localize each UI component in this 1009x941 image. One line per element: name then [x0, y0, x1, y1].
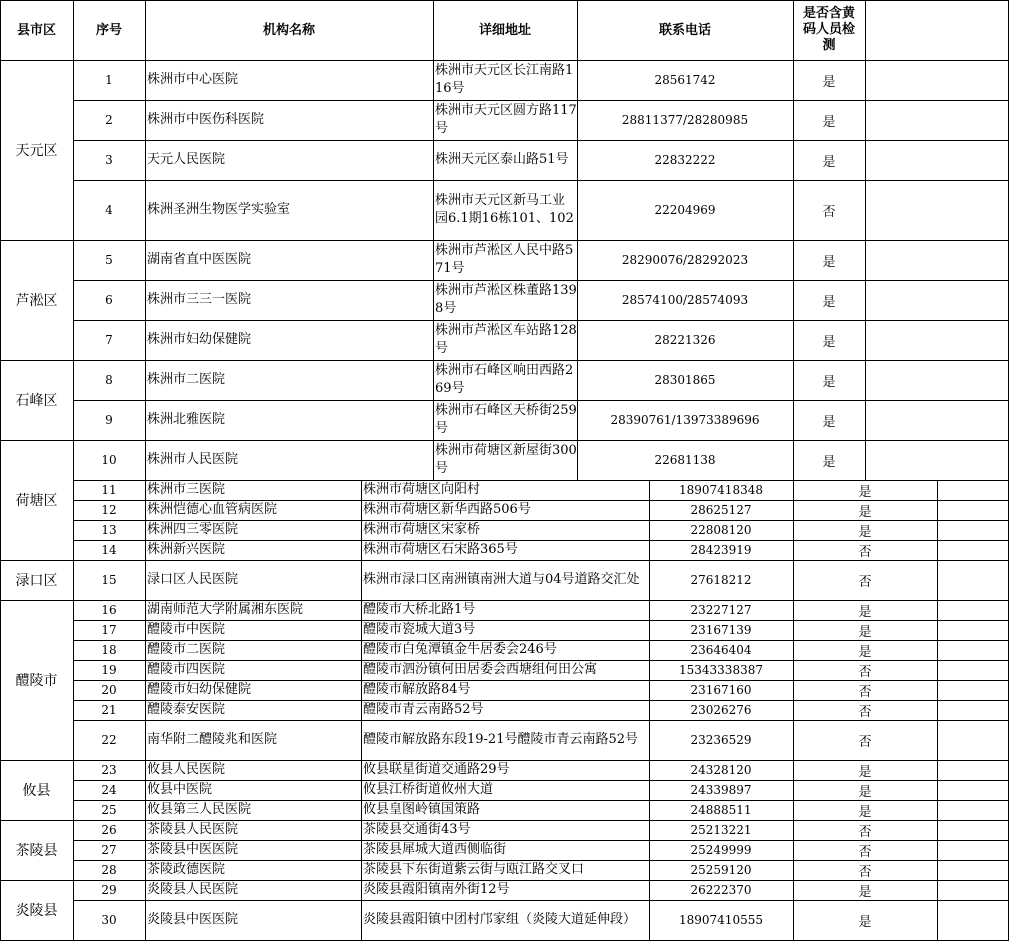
row-seq: 30: [101, 913, 117, 927]
row-empty-cell: [865, 280, 1009, 320]
row-seq: 9: [105, 413, 113, 427]
row-institution-name: 醴陵市四医院: [147, 662, 226, 677]
row-empty-cell: [937, 620, 1009, 640]
grid-line: [73, 680, 1009, 681]
row-yellow-code-testing: 否: [858, 574, 872, 590]
row-address: 株洲市芦淞区人民中路571号: [435, 243, 574, 276]
district-cell: 芦淞区: [15, 293, 58, 309]
row-phone: 23646404: [690, 643, 752, 657]
row-phone: 28561742: [654, 73, 716, 87]
row-phone: 25259120: [690, 863, 752, 877]
row-address: 株洲市天元区长江南路116号: [435, 63, 574, 96]
row-empty-cell: [865, 440, 1009, 480]
grid-line: [793, 480, 794, 941]
row-empty-cell: [937, 600, 1009, 620]
row-address: 炎陵县霞阳镇中团村邝家组（炎陵大道延伸段）: [363, 912, 637, 927]
row-address: 株洲市荷塘区石宋路365号: [363, 542, 518, 557]
grid-line: [73, 540, 1009, 541]
grid-line: [0, 0, 1, 941]
grid-line: [73, 720, 1009, 721]
row-phone: 18907418348: [679, 483, 763, 497]
district-cell: 石峰区: [15, 393, 58, 409]
row-empty-cell: [937, 800, 1009, 820]
row-phone: 23227127: [690, 603, 752, 617]
row-phone: 22681138: [654, 453, 716, 467]
grid-line: [361, 480, 362, 941]
row-empty-cell: [865, 180, 1009, 240]
row-yellow-code-testing: 是: [858, 484, 872, 500]
row-seq: 14: [101, 543, 117, 557]
row-yellow-code-testing: 是: [822, 254, 836, 270]
district-cell: 荷塘区: [15, 493, 58, 509]
row-phone: 25249999: [690, 843, 752, 857]
row-seq: 28: [101, 863, 117, 877]
row-seq: 11: [101, 483, 117, 497]
grid-line: [0, 760, 1009, 761]
row-yellow-code-testing: 是: [858, 624, 872, 640]
grid-line: [0, 360, 1009, 361]
grid-line: [0, 440, 1009, 441]
row-institution-name: 株洲圣洲生物医学实验室: [147, 202, 291, 217]
grid-line: [0, 880, 1009, 881]
row-seq: 26: [101, 823, 117, 837]
row-address: 茶陵县下东街道紫云街与瓯江路交叉口: [363, 862, 585, 877]
row-phone: 27618212: [690, 573, 752, 587]
row-address: 醴陵市白兔潭镇金牛居委会246号: [363, 642, 557, 657]
row-institution-name: 湖南省直中医医院: [147, 252, 252, 267]
row-seq: 18: [101, 643, 117, 657]
row-address: 株洲市芦淞区车站路128号: [435, 323, 577, 356]
header-phone: 联系电话: [658, 22, 711, 38]
row-institution-name: 株洲市中医伤科医院: [147, 112, 265, 127]
row-institution-name: 醴陵市妇幼保健院: [147, 682, 252, 697]
row-empty-cell: [865, 100, 1009, 140]
row-institution-name: 醴陵市中医院: [147, 622, 226, 637]
grid-line: [73, 640, 1009, 641]
row-seq: 3: [105, 153, 113, 167]
row-phone: 28290076/28292023: [621, 253, 749, 267]
row-seq: 12: [101, 503, 117, 517]
row-institution-name: 茶陵政德医院: [147, 862, 226, 877]
header-name: 机构名称: [262, 22, 315, 38]
row-institution-name: 株洲四三零医院: [147, 522, 239, 537]
row-yellow-code-testing: 是: [822, 454, 836, 470]
row-address: 醴陵市大桥北路1号: [363, 602, 476, 617]
row-address: 炎陵县霞阳镇南外街12号: [363, 882, 510, 897]
row-phone: 28574100/28574093: [621, 293, 749, 307]
row-address: 醴陵市青云南路52号: [363, 702, 484, 717]
row-address: 醴陵市解放路东段19-21号醴陵市青云南路52号: [363, 732, 639, 747]
district-cell: 茶陵县: [15, 843, 58, 859]
grid-line: [73, 520, 1009, 521]
row-yellow-code-testing: 是: [858, 804, 872, 820]
row-yellow-code-testing: 否: [858, 824, 872, 840]
row-address: 醴陵市解放路84号: [363, 682, 471, 697]
row-seq: 1: [105, 73, 113, 87]
grid-line: [73, 840, 1009, 841]
header-address: 详细地址: [478, 22, 531, 38]
row-yellow-code-testing: 否: [858, 734, 872, 750]
row-yellow-code-testing: 是: [858, 604, 872, 620]
row-seq: 13: [101, 523, 117, 537]
row-yellow-code-testing: 是: [858, 644, 872, 660]
grid-line: [73, 280, 1009, 281]
row-institution-name: 南华附二醴陵兆和医院: [147, 732, 278, 747]
row-phone: 22832222: [654, 153, 716, 167]
row-address: 茶陵县交通街43号: [363, 822, 471, 837]
row-seq: 15: [101, 573, 117, 587]
row-institution-name: 醴陵泰安医院: [147, 702, 226, 717]
grid-line: [73, 100, 1009, 101]
row-address: 株洲天元区泰山路51号: [435, 152, 569, 167]
row-empty-cell: [937, 660, 1009, 680]
district-cell: 天元区: [15, 143, 58, 159]
row-empty-cell: [937, 700, 1009, 720]
row-empty-cell: [865, 240, 1009, 280]
header-seq: 序号: [95, 22, 122, 38]
row-phone: 23167139: [690, 623, 752, 637]
row-address: 株洲市芦淞区株董路1398号: [435, 283, 577, 316]
grid-line: [0, 820, 1009, 821]
row-address: 攸县皇图岭镇国策路: [363, 802, 481, 817]
row-phone: 24888511: [690, 803, 752, 817]
row-empty-cell: [937, 640, 1009, 660]
row-yellow-code-testing: 是: [858, 884, 872, 900]
row-empty-cell: [865, 400, 1009, 440]
row-address: 株洲市荷塘区宋家桥: [363, 522, 481, 537]
row-address: 攸县联星街道交通路29号: [363, 762, 510, 777]
row-institution-name: 株洲市三医院: [147, 482, 226, 497]
row-phone: 28301865: [654, 373, 716, 387]
row-institution-name: 湖南师范大学附属湘东医院: [147, 602, 304, 617]
row-phone: 23167160: [690, 683, 752, 697]
row-empty-cell: [937, 900, 1009, 940]
row-yellow-code-testing: 否: [822, 204, 836, 220]
row-address: 株洲市天元区新马工业园6.1期16栋101、102: [435, 193, 574, 226]
grid-line: [73, 860, 1009, 861]
row-yellow-code-testing: 是: [822, 294, 836, 310]
row-seq: 19: [101, 663, 117, 677]
row-phone: 18907410555: [679, 913, 763, 927]
row-yellow-code-testing: 否: [858, 704, 872, 720]
grid-line: [73, 480, 1009, 481]
row-phone: 22204969: [654, 203, 716, 217]
row-seq: 23: [101, 763, 117, 777]
row-address: 攸县江桥街道攸州大道: [363, 782, 494, 797]
row-seq: 17: [101, 623, 117, 637]
row-institution-name: 攸县人民医院: [147, 762, 226, 777]
row-yellow-code-testing: 否: [858, 684, 872, 700]
row-empty-cell: [937, 560, 1009, 600]
row-institution-name: 株洲新兴医院: [147, 542, 226, 557]
row-address: 株洲市荷塘区向阳村: [363, 482, 481, 497]
row-yellow-code-testing: 否: [858, 664, 872, 680]
grid-line: [0, 560, 1009, 561]
row-seq: 27: [101, 843, 117, 857]
row-seq: 5: [105, 253, 113, 267]
district-cell: 攸县: [22, 783, 51, 799]
grid-line: [0, 600, 1009, 601]
row-empty-cell: [937, 540, 1009, 560]
grid-line: [0, 60, 1009, 61]
row-address: 株洲市石峰区天桥街259号: [435, 403, 577, 436]
row-yellow-code-testing: 是: [822, 114, 836, 130]
grid-line: [73, 480, 74, 941]
row-empty-cell: [937, 520, 1009, 540]
row-yellow-code-testing: 是: [858, 504, 872, 520]
row-phone: 22808120: [690, 523, 752, 537]
row-institution-name: 株洲市中心医院: [147, 72, 239, 87]
row-institution-name: 株洲市妇幼保健院: [147, 332, 252, 347]
grid-line: [73, 660, 1009, 661]
grid-line: [73, 140, 1009, 141]
row-yellow-code-testing: 是: [858, 764, 872, 780]
row-address: 株洲市天元区圆方路117号: [435, 103, 577, 136]
row-empty-cell: [937, 880, 1009, 900]
row-empty-cell: [865, 320, 1009, 360]
row-institution-name: 茶陵县人民医院: [147, 822, 239, 837]
row-address: 醴陵市泗汾镇何田居委会西塘组何田公寓: [363, 662, 598, 677]
row-empty-cell: [937, 500, 1009, 520]
grid-line: [73, 780, 1009, 781]
row-seq: 10: [101, 453, 117, 467]
row-address: 株洲市荷塘区新华西路506号: [363, 502, 531, 517]
row-institution-name: 天元人民医院: [147, 152, 226, 167]
row-phone: 26222370: [690, 883, 752, 897]
row-empty-cell: [865, 360, 1009, 400]
grid-line: [73, 620, 1009, 621]
row-institution-name: 株洲市人民医院: [147, 452, 239, 467]
row-yellow-code-testing: 是: [858, 524, 872, 540]
grid-line: [73, 180, 1009, 181]
row-phone: 24328120: [690, 763, 752, 777]
row-institution-name: 渌口区人民医院: [147, 572, 239, 587]
district-cell: 醴陵市: [15, 673, 58, 689]
row-seq: 22: [101, 733, 117, 747]
row-seq: 20: [101, 683, 117, 697]
row-institution-name: 茶陵县中医医院: [147, 842, 239, 857]
row-institution-name: 攸县中医院: [147, 782, 213, 797]
row-address: 醴陵市瓷城大道3号: [363, 622, 476, 637]
row-institution-name: 攸县第三人民医院: [147, 802, 252, 817]
row-institution-name: 株洲北雅医院: [147, 412, 226, 427]
district-cell: 炎陵县: [15, 903, 58, 919]
grid-line: [937, 480, 938, 941]
grid-line: [73, 500, 1009, 501]
row-yellow-code-testing: 是: [822, 74, 836, 90]
row-empty-cell: [937, 840, 1009, 860]
row-empty-cell: [865, 60, 1009, 100]
grid-line: [145, 480, 146, 941]
row-institution-name: 株洲市三三一医院: [147, 292, 252, 307]
row-phone: 28625127: [690, 503, 752, 517]
grid-line: [649, 480, 650, 941]
grid-line: [73, 320, 1009, 321]
row-address: 茶陵县犀城大道西侧临街: [363, 842, 507, 857]
district-cell: 渌口区: [15, 573, 58, 589]
row-seq: 29: [101, 883, 117, 897]
grid-line: [73, 800, 1009, 801]
row-institution-name: 炎陵县人民医院: [147, 882, 239, 897]
row-yellow-code-testing: 是: [822, 374, 836, 390]
row-phone: 24339897: [690, 783, 752, 797]
grid-line: [73, 400, 1009, 401]
row-empty-cell: [937, 760, 1009, 780]
row-yellow-code-testing: 是: [858, 784, 872, 800]
row-yellow-code-testing: 否: [858, 864, 872, 880]
row-empty-cell: [937, 780, 1009, 800]
row-institution-name: 株洲市二医院: [147, 372, 226, 387]
row-seq: 8: [105, 373, 113, 387]
row-phone: 25213221: [690, 823, 752, 837]
row-empty-cell: [937, 480, 1009, 500]
grid-line: [0, 0, 1009, 1]
row-empty-cell: [937, 860, 1009, 880]
row-phone: 23026276: [690, 703, 752, 717]
row-phone: 28811377/28280985: [621, 113, 749, 127]
grid-line: [0, 240, 1009, 241]
row-empty-cell: [937, 720, 1009, 760]
header-district: 县市区: [16, 22, 56, 38]
row-seq: 2: [105, 113, 113, 127]
row-phone: 23236529: [690, 733, 752, 747]
row-empty-cell: [937, 680, 1009, 700]
row-yellow-code-testing: 否: [858, 844, 872, 860]
row-seq: 16: [101, 603, 117, 617]
grid-line: [73, 900, 1009, 901]
row-phone: 15343338387: [679, 663, 763, 677]
row-seq: 4: [105, 203, 113, 217]
grid-line: [73, 700, 1009, 701]
row-address: 株洲市渌口区南洲镇南洲大道与04号道路交汇处: [363, 572, 640, 587]
row-address: 株洲市石峰区响田西路269号: [435, 363, 574, 396]
row-seq: 24: [101, 783, 117, 797]
row-yellow-code-testing: 是: [858, 914, 872, 930]
row-seq: 25: [101, 803, 117, 817]
row-yellow-code-testing: 是: [822, 154, 836, 170]
row-phone: 28423919: [690, 543, 752, 557]
row-address: 株洲市荷塘区新屋街300号: [435, 443, 577, 476]
row-yellow-code-testing: 否: [858, 544, 872, 560]
row-seq: 7: [105, 333, 113, 347]
header-yellow-code: 是否含黄码人员检测: [802, 6, 855, 53]
row-institution-name: 株洲恺德心血管病医院: [147, 502, 278, 517]
row-phone: 28221326: [654, 333, 716, 347]
row-yellow-code-testing: 是: [822, 334, 836, 350]
row-empty-cell: [937, 820, 1009, 840]
row-phone: 28390761/13973389696: [610, 413, 760, 427]
row-yellow-code-testing: 是: [822, 414, 836, 430]
row-institution-name: 醴陵市二医院: [147, 642, 226, 657]
row-seq: 6: [105, 293, 113, 307]
row-seq: 21: [101, 703, 117, 717]
row-institution-name: 炎陵县中医医院: [147, 912, 239, 927]
row-empty-cell: [865, 140, 1009, 180]
